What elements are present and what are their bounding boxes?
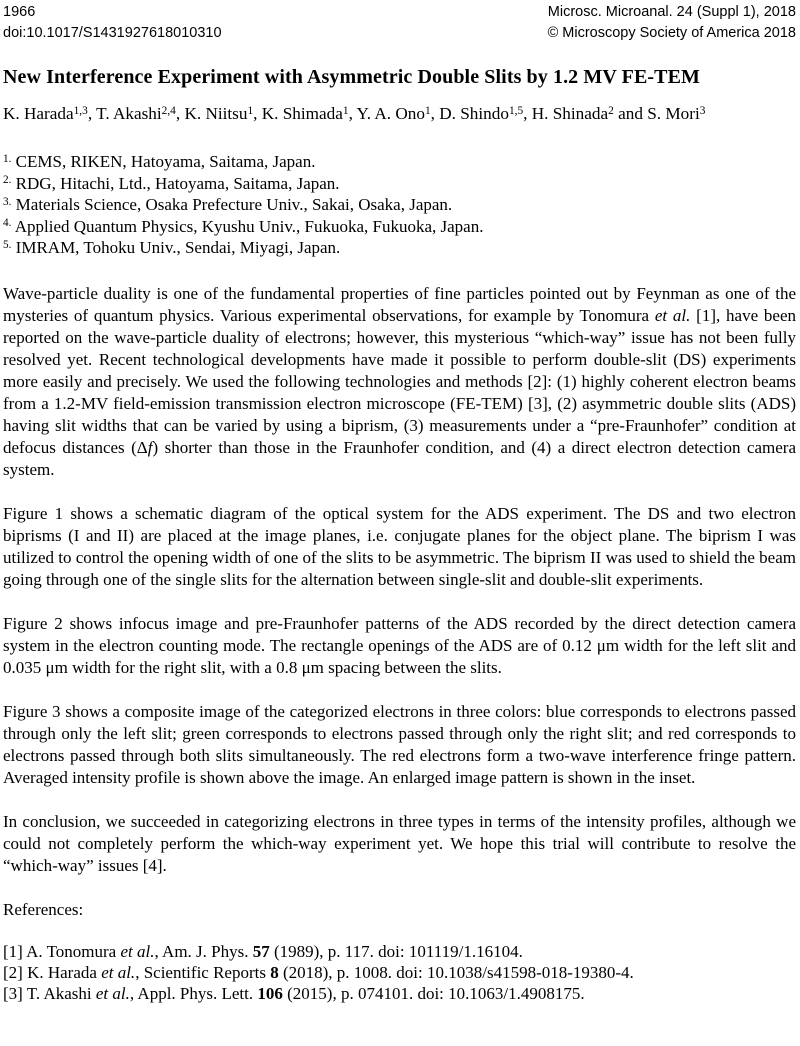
page-number: 1966 [3, 4, 36, 20]
affiliation-item: $^{3.}$ Materials Science, Osaka Prefecture Univ., Sakai, Osaka, Japan. [3, 195, 453, 214]
reference-item: [1] A. Tonomura et al., Am. J. Phys. 57 (1989), p. 117. doi: 101119/1.16104. [3, 941, 523, 961]
abstract-body [3, 283, 796, 877]
body-paragraph: Wave-particle duality is one of the fundamental properties of fine particles pointed out by Feynman as one of the mysteries of quantum physics. Various experimental observations, for example by Tonomura et al. [1], have been reported on the wave-particle duality of electrons; however, this mysterious “which-way” issue has not been fully resolved yet. Recent technological developments have made it possible to perform double-slit (DS) experiments more easily and precisely. We used the following technologies and methods [2]: (1) highly coherent electron beams from a 1.2-MV field-emission transmission electron microscope (FE-TEM) [3], (2) asymmetric double slits (ADS) having slit widths that can be varied by using a biprism, (3) measurements under a “pre-Fraunhofer” condition at defocus distances (Δf) shorter than those in the Fraunhofer condition, and (4) a direct electron detection camera system. [3, 283, 796, 479]
body-paragraph: Figure 3 shows a composite image of the categorized electrons in three colors: blue corresponds to electrons passed through only the left slit; green corresponds to electrons passed through only the right slit; and red corresponds to electrons passed through both slits simultaneously. The red electrons form a two-wave interference fringe pattern. Averaged intensity profile is shown above the image. An enlarged image pattern is shown in the inset. [3, 701, 796, 787]
article-doi: doi:10.1017/S1431927618010310 [3, 25, 222, 41]
body-paragraph: In conclusion, we succeeded in categorizing electrons in three types in terms of the intensity profiles, although we could not completely perform the which-way experiment yet. We hope this trial will contribute to resolve the “which-way” issues [4]. [3, 811, 796, 875]
header-left [3, 2, 222, 44]
affiliation-item: $^{1.}$ CEMS, RIKEN, Hatoyama, Saitama, Japan. [3, 152, 316, 171]
affiliation-item: $^{4.}$ Applied Quantum Physics, Kyushu Univ., Fukuoka, Fukuoka, Japan. [3, 216, 484, 236]
reference-item: [3] T. Akashi et al., Appl. Phys. Lett. 106 (2015), p. 074101. doi: 10.1063/1.4908175. [3, 983, 585, 1003]
affiliation-list [3, 151, 796, 259]
reference-item: [2] K. Harada et al., Scientific Reports 8 (2018), p. 1008. doi: 10.1038/s41598-018-19380-4. [3, 962, 634, 982]
body-paragraph: Figure 1 shows a schematic diagram of the optical system for the ADS experiment. The DS and two electron biprisms (I and II) are placed at the image planes, i.e. conjugate planes for the object plane. The biprism I was utilized to control the opening width of one of the slits to be asymmetric. The biprism II was used to shield the beam going through one of the single slits for the alternation between single-slit and double-slit experiments. [3, 503, 796, 589]
affiliation-item: $^{5.}$ IMRAM, Tohoku Univ., Sendai, Miyagi, Japan. [3, 238, 341, 257]
affiliation-item: $^{2.}$ RDG, Hitachi, Ltd., Hatoyama, Saitama, Japan. [3, 173, 340, 193]
journal-citation: Microsc. Microanal. 24 (Suppl 1), 2018 [547, 4, 796, 20]
page-header [3, 2, 796, 44]
article-title: New Interference Experiment with Asymmetric Double Slits by 1.2 MV FE-TEM [3, 66, 701, 88]
copyright-notice: © Microscopy Society of America 2018 [547, 25, 796, 41]
references-heading: References: [3, 899, 84, 919]
header-right [548, 2, 796, 44]
body-paragraph: Figure 2 shows infocus image and pre-Fraunhofer patterns of the ADS recorded by the direct detection camera system in the electron counting mode. The rectangle openings of the ADS are of 0.12 μm width for the left slit and 0.035 μm width for the right slit, with a 0.8 μm spacing between the slits. [3, 613, 796, 677]
author-list: K. Harada$^{1,3}$, T. Akashi$^{2,4}$, K. Niitsu$^1$, K. Shimada$^1$, Y. A. Ono$^1$, D. Shindo$^{1,5}$, H. Shinada$^2$ and S. Mori$^3$ [3, 104, 706, 123]
reference-list [3, 941, 796, 1004]
